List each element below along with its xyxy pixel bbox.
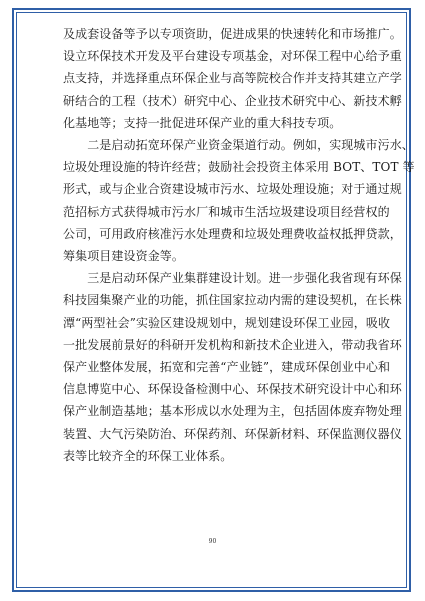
text-line: 潭“两型社会”实验区建设规划中，规划建设环保工业园，吸收	[63, 315, 391, 330]
text-line: 及成套设备等予以专项资助，促进成果的快速转化和市场推广。	[63, 27, 402, 41]
text-line: 点支持，并选择重点环保企业与高等院校合作并支持其建立产学	[63, 71, 402, 86]
text-line: 研结合的工程（技术）研究中心、企业技术研究中心、新技术孵	[63, 93, 402, 108]
text-line: 范招标方式获得城市污水厂和城市生活垃圾建设项目经营权的	[63, 204, 390, 219]
text-line: 二是启动拓宽环保产业资金渠道行动。例如，实现城市污水、	[63, 138, 414, 153]
text-line: 保产业制造基地；基本形成以水处理为主，包括固体废弃物处理	[63, 404, 402, 419]
text-line: 装置、大气污染防治、环保药剂、环保新材料、环保监测仪器仪	[63, 426, 402, 441]
text-line: 信息博览中心、环保设备检测中心、环保技术研究设计中心和环	[63, 382, 402, 397]
paragraph-1	[63, 23, 402, 134]
text-line: 筹集项目建设资金等。	[63, 249, 185, 264]
text-line: 形式，或与企业合资建设城市污水、垃圾处理设施；对于通过规	[63, 182, 402, 197]
text-line: 化基地等；支持一批促进环保产业的重大科技专项。	[63, 115, 342, 130]
text-line: 三是启动环保产业集群建设计划。进一步强化我省现有环保	[63, 271, 402, 286]
text-line: 设立环保技术开发及平台建设专项基金，对环保工程中心给予重	[63, 49, 402, 64]
paragraph-2	[63, 134, 415, 267]
text-line: 一批发展前景好的科研开发机构和新技术企业进入，带动我省环	[63, 337, 402, 352]
text-line: 科技园集聚产业的功能，抓住国家拉动内需的建设契机，在长株	[63, 293, 402, 308]
document-body	[63, 23, 415, 467]
text-line: 保产业整体发展，拓宽和完善“产业链”，建成环保创业中心和	[63, 360, 391, 375]
text-line: 垃圾处理设施的特许经营；鼓励社会投资主体采用 BOT、TOT 等	[63, 160, 415, 175]
text-line: 表等比较齐全的环保工业体系。	[63, 448, 233, 463]
text-line: 公司，可用政府核准污水处理费和垃圾处理费收益权抵押贷款，	[63, 226, 402, 241]
page-number: 90	[208, 538, 217, 545]
paragraph-3	[63, 267, 402, 467]
